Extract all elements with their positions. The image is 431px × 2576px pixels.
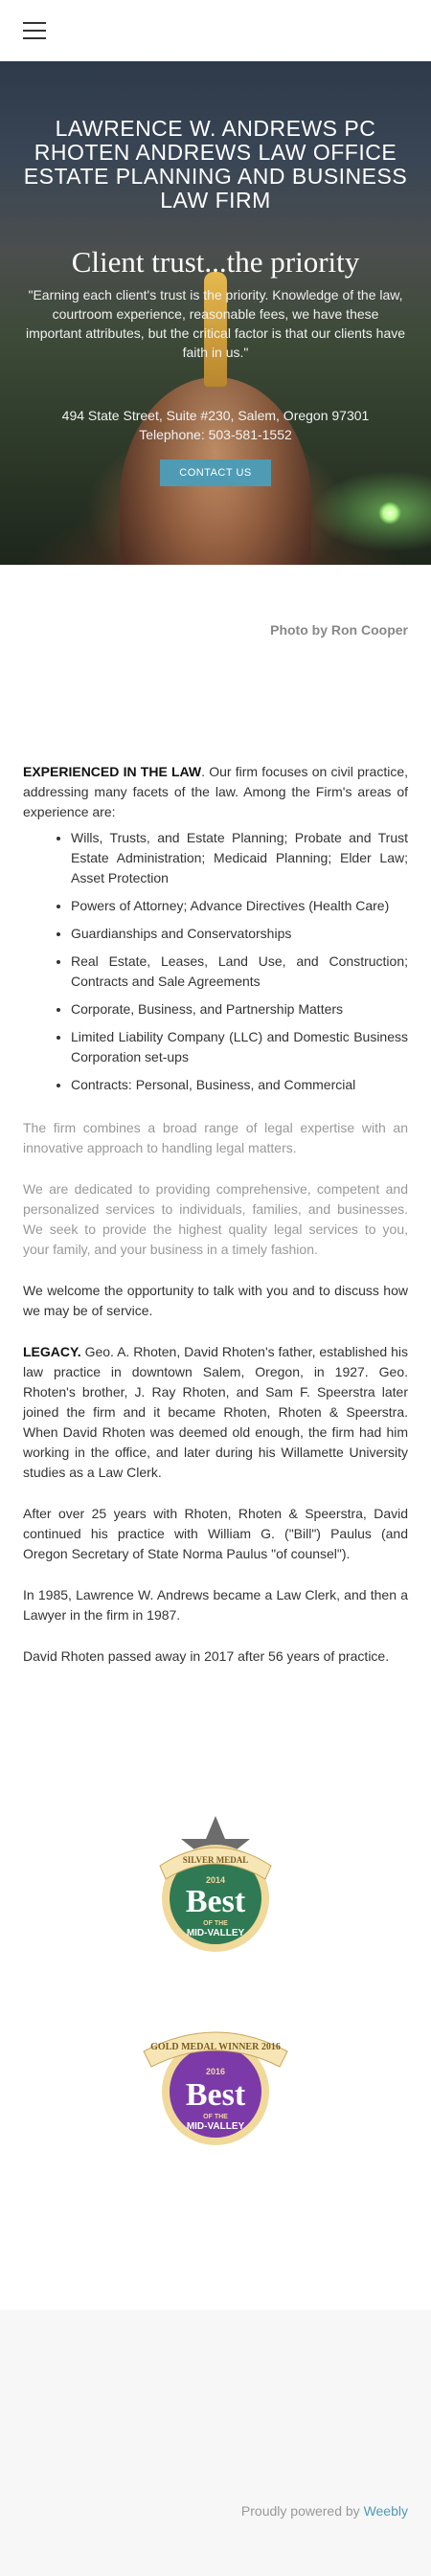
badge-best: Best xyxy=(185,2077,246,2113)
powered-by xyxy=(241,2503,408,2519)
green-light-image xyxy=(378,502,401,525)
firm-title-line: LAWRENCE W. ANDREWS PC xyxy=(55,116,376,141)
list-item: • Real Estate, Leases, Land Use, and Construction; Contracts and Sale Agreements xyxy=(71,952,408,992)
hamburger-menu-icon[interactable] xyxy=(23,22,46,39)
ribbon-text: GOLD MEDAL WINNER 2016 xyxy=(150,2042,281,2052)
site-footer xyxy=(0,2310,431,2576)
powered-by-prefix: Proudly powered by xyxy=(240,2503,364,2519)
badge-year: 2014 xyxy=(205,1875,226,1885)
badge-of-the: OF THE xyxy=(203,1920,228,1927)
legacy-heading: LEGACY. xyxy=(23,1344,81,1359)
list-item: • Guardianships and Conservatorships xyxy=(71,924,408,944)
silver-medal-badge xyxy=(139,1810,292,1963)
list-item: • Limited Liability Company (LLC) and Domestic Business Corporation set-ups xyxy=(71,1027,408,1067)
awards-section xyxy=(0,1688,431,2157)
passed-away-paragraph: David Rhoten passed away in 2017 after 56 years of practice. xyxy=(23,1648,390,1664)
list-item: • Contracts: Personal, Business, and Commercial xyxy=(71,1075,408,1095)
badge-of-the: OF THE xyxy=(203,2114,228,2120)
welcome-paragraph: We welcome the opportunity to talk with you and to discuss how we may be of service. xyxy=(23,1283,408,1318)
in-1985-paragraph: In 1985, Lawrence W. Andrews became a Law Clerk, and then a Lawyer in the firm in 1987. xyxy=(23,1587,408,1623)
badge-best: Best xyxy=(185,1884,246,1919)
badge-region: MID-VALLEY xyxy=(186,1928,245,1938)
experience-intro: . Our firm focuses on civil practice, addressing many facets of the law. Among the Firm's areas of experience are: xyxy=(23,764,408,819)
top-bar xyxy=(0,0,431,61)
combines-paragraph: The firm combines a broad range of legal expertise with an innovative approach to handling legal matters. xyxy=(23,1120,408,1155)
list-item: • Corporate, Business, and Partnership Matters xyxy=(71,999,408,1019)
firm-title xyxy=(23,117,408,213)
gold-medal-badge xyxy=(134,2013,297,2157)
list-item: • Powers of Attorney; Advance Directives (Health Care) xyxy=(71,896,408,916)
firm-title-line: ESTATE PLANNING AND BUSINESS xyxy=(23,164,408,189)
firm-title-line: RHOTEN ANDREWS LAW OFFICE xyxy=(34,140,397,165)
after-25-years-paragraph: After over 25 years with Rhoten, Rhoten & Speerstra, David continued his practice with William G. ("Bill") Paulus (and Oregon Secretary of State Norma Paulus "of counsel"). xyxy=(23,1506,408,1561)
spacer xyxy=(0,2157,431,2291)
dedicated-paragraph: We are dedicated to providing comprehensive, competent and personalized services to individuals, families, and businesses. We seek to provide the highest quality legal services to you, your family, and your business in a timely fashion. xyxy=(23,1181,408,1257)
legacy-text: Geo. A. Rhoten, David Rhoten's father, established his law practice in downtown Salem, Oregon, in 1927. Geo. Rhoten's brother, J. Ray Rhoten, and Sam F. Speerstra later joined the firm and it became Rhoten, Rhoten & Speerstra. When David Rhoten was deemed old enough, the firm had him working in the office, and later during his Willamette University studies as a Law Clerk. xyxy=(23,1344,408,1480)
experience-heading: EXPERIENCED IN THE LAW xyxy=(23,764,202,779)
practice-areas-list xyxy=(23,828,408,1095)
experience-paragraph xyxy=(23,762,408,822)
contact-us-button[interactable]: CONTACT US xyxy=(160,459,271,486)
firm-title-line: LAW FIRM xyxy=(160,188,271,213)
list-item: • Wills, Trusts, and Estate Planning; Probate and Trust Estate Administration; Medicaid Planning; Elder Law; Asset Protection xyxy=(71,828,408,888)
badge-region: MID-VALLEY xyxy=(186,2121,245,2132)
legacy-paragraph xyxy=(23,1342,408,1483)
office-address: 494 State Street, Suite #230, Salem, Oregon 97301 xyxy=(61,408,370,423)
office-phone: Telephone: 503-581-1552 xyxy=(139,427,292,442)
main-content xyxy=(0,638,431,1667)
ribbon-text: SILVER MEDAL xyxy=(182,1855,249,1865)
hero-quote: "Earning each client's trust is the priority. Knowledge of the law, courtroom experience, reasonable fees, we have these important attributes, but the critical factor is that our clients have faith in us." xyxy=(25,287,406,360)
badge-year: 2016 xyxy=(205,2067,226,2076)
photo-credit: Photo by Ron Cooper xyxy=(270,622,408,638)
hero-banner xyxy=(0,61,431,565)
tagline: Client trust...the priority xyxy=(71,245,360,279)
weebly-link[interactable]: Weebly xyxy=(363,2503,408,2519)
